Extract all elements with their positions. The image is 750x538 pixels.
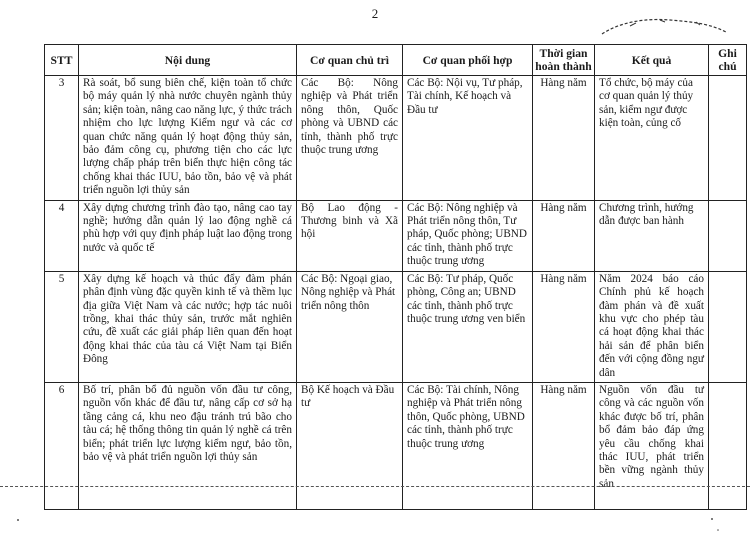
- row-stt: 3: [45, 76, 79, 201]
- row-stt: 4: [45, 200, 79, 271]
- header-content: Nội dung: [79, 45, 297, 76]
- row-deadline: Hàng năm: [533, 271, 595, 382]
- row-coop-agency: Các Bộ: Tài chính, Nông nghiệp và Phát triển nông thôn, Quốc phòng, UBND các tỉnh, thành phố trực thuộc trung ương: [403, 382, 533, 509]
- header-stt: STT: [45, 45, 79, 76]
- row-coop-agency: Các Bộ: Tư pháp, Quốc phòng, Công an; UBND các tỉnh, thành phố trực thuộc trung ương ven biển: [403, 271, 533, 382]
- row-content: Rà soát, bổ sung biên chế, kiện toàn tổ chức bộ máy quản lý nhà nước chuyên ngành thủy sản; kiện toàn, nâng cao năng lực, ý thức trách nhiệm cho lực lượng Kiểm ngư và các cơ quan chức năng quản lý hoạt động thủy sản, bảo đảm công cụ, phương tiện cho các lực lượng chấp pháp trên biển thực hiện công tác chống khai thác IUU, bảo tồn, bảo vệ và phát triển nguồn lợi thủy sản: [79, 76, 297, 201]
- row-content: Xây dựng chương trình đào tạo, nâng cao tay nghề; hướng dẫn quản lý lao động nghề cá phù hợp với quy định pháp luật lao động trong nước và quốc tế: [79, 200, 297, 271]
- row-lead-agency: Bộ Kế hoạch và Đầu tư: [297, 382, 403, 509]
- row-result: Tổ chức, bộ máy của cơ quan quản lý thủy sản, kiểm ngư được kiện toàn, củng cố: [595, 76, 709, 201]
- row-deadline: Hàng năm: [533, 76, 595, 201]
- row-result: Chương trình, hướng dẫn được ban hành: [595, 200, 709, 271]
- row-lead-agency: Các Bộ: Ngoại giao, Nông nghiệp và Phát triển nông thôn: [297, 271, 403, 382]
- row-content: Xây dựng kế hoạch và thúc đẩy đàm phán phân định vùng đặc quyền kinh tế và thềm lục địa giữa Việt Nam và các nước; hợp tác nuôi trồng, khai thác thủy sản, trước mắt nghiên cứu, đề xuất các giải pháp liên quan đến hoạt động khai thác của tàu cá Việt Nam tại Biển Đông: [79, 271, 297, 382]
- row-result: Năm 2024 báo cáo Chính phủ kế hoạch đàm phán và đề xuất khu vực cho phép tàu cá hoạt động khai thác hải sản để phân biển đến với cộng đồng ngư dân: [595, 271, 709, 382]
- page-number: 2: [371, 6, 379, 21]
- header-note: Ghi chú: [709, 45, 747, 76]
- row-stt: 5: [45, 271, 79, 382]
- header-lead-agency: Cơ quan chủ trì: [297, 45, 403, 76]
- row-result: Nguồn vốn đầu tư công và các nguồn vốn khác được bố trí, phân bổ đảm bảo đáp ứng yêu cầu chống khai thác IUU, phát triển bền vững ngành thủy sản: [595, 382, 709, 509]
- row-lead-agency: Bộ Lao động - Thương binh và Xã hội: [297, 200, 403, 271]
- row-content: Bố trí, phân bổ đủ nguồn vốn đầu tư công, nguồn vốn khác để đầu tư, nâng cấp cơ sở hạ tầng cảng cá, khu neo đậu tránh trú bão cho tàu cá; hệ thống thông tin quản lý nghề cá trên biển; phát triển lực lượng kiểm ngư, bảo tồn, bảo vệ và phát triển nguồn lợi thủy sản: [79, 382, 297, 509]
- row-deadline: Hàng năm: [533, 382, 595, 509]
- row-stt: 6: [45, 382, 79, 509]
- header-coop-agency: Cơ quan phối hợp: [403, 45, 533, 76]
- row-coop-agency: Các Bộ: Nội vụ, Tư pháp, Tài chính, Kế hoạch và Đầu tư: [403, 76, 533, 201]
- header-deadline: Thời gian hoàn thành: [533, 45, 595, 76]
- row-coop-agency: Các Bộ: Nông nghiệp và Phát triển nông thôn, Tư pháp, Quốc phòng; UBND các tỉnh, thành phố trực thuộc trung ương: [403, 200, 533, 271]
- row-deadline: Hàng năm: [533, 200, 595, 271]
- row-lead-agency: Các Bộ: Nông nghiệp và Phát triển nông thôn, Quốc phòng và UBND các tỉnh, thành phố trực thuộc trung ương: [297, 76, 403, 201]
- header-result: Kết quả: [595, 45, 709, 76]
